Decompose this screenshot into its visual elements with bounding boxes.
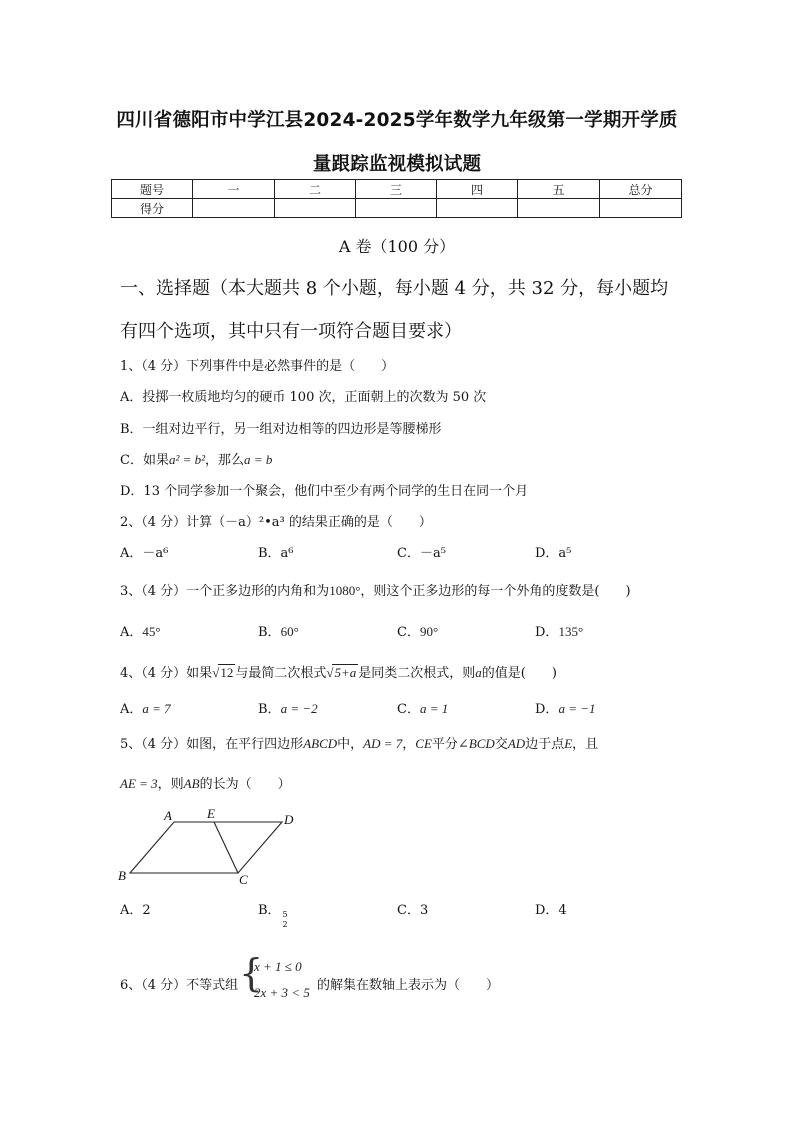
q5-m3: CE: [415, 736, 432, 751]
q5-stem-p3: ，: [402, 737, 416, 752]
q3-option-c-value: 90°: [419, 624, 439, 639]
q5-option-d: D．4: [535, 903, 567, 918]
q5-m6: E: [564, 736, 573, 751]
q1-option-c: [120, 449, 272, 468]
score-table-header-row: [112, 180, 682, 199]
q5-m5: AD: [507, 736, 526, 751]
q4-option-a-label: A．: [120, 702, 143, 717]
q5-option-b-fraction: [280, 910, 290, 930]
q3-option-b-value: 60°: [280, 624, 299, 639]
q5-stem-line1: [120, 733, 598, 752]
score-input-cell[interactable]: [600, 199, 682, 218]
q4-sqrt1: √12: [212, 665, 234, 680]
segment-ec: [214, 822, 238, 873]
q4-option-d-label: D．: [535, 702, 559, 717]
q5-m4: ∠BCD: [457, 736, 495, 751]
q3-stem: [120, 580, 631, 599]
q4-option-b-label: B．: [258, 702, 281, 717]
q5-option-b-denominator: 2: [282, 920, 288, 929]
q3-stem-prefix: 3、（4 分）一个正多边形的内角和为: [120, 584, 330, 599]
q3-option-a-label: A．: [120, 625, 143, 640]
point-label-a: A: [164, 808, 172, 823]
q4-option-d: [535, 698, 595, 717]
q5-option-b-numerator: 5: [282, 910, 288, 919]
score-row-label: 得分: [112, 199, 193, 218]
q1-option-c-math1: a² = b²: [168, 452, 206, 467]
q4-stem-prefix: 4、（4 分）如果: [120, 666, 213, 681]
q4-sqrt1-radicand: 12: [220, 665, 234, 680]
point-label-e: E: [207, 806, 215, 821]
q5-option-b: B．: [258, 903, 281, 918]
q4-sqrt2: √5+a: [326, 665, 357, 680]
q5-stem-p5: 交: [494, 737, 508, 752]
q3-stem-math: 1080°: [329, 583, 361, 598]
score-table: [111, 179, 682, 218]
q1-option-a: A．投掷一枚质地均匀的硬币 100 次，正面朝上的次数为 50 次: [120, 390, 487, 405]
q5-option-a: A．2: [120, 903, 151, 918]
score-header-cell: 一: [193, 180, 275, 199]
q6-inequality-2: 2x + 3 < 5: [254, 985, 310, 1000]
q2-option-a: A．－a⁶: [120, 546, 169, 561]
q4-option-d-value: a = −1: [558, 701, 596, 716]
q5-stem-p1: 5、（4 分）如图，在平行四边形: [120, 737, 304, 752]
score-header-cell: 五: [518, 180, 600, 199]
q5-line2-p2: 的长为（ ）: [199, 777, 291, 792]
q4-option-c-value: a = 1: [419, 701, 449, 716]
q5-line2-m1: AE = 3: [120, 776, 158, 791]
score-header-cell: 题号: [112, 180, 193, 199]
q5-option-c: C．3: [397, 903, 429, 918]
section-a-heading: A 卷（100 分）: [338, 237, 456, 256]
q1-option-c-prefix: C．如果: [120, 453, 169, 468]
q3-option-b: [258, 621, 299, 640]
q5-stem-p2: 中，: [337, 737, 364, 752]
score-input-cell[interactable]: [193, 199, 275, 218]
q5-stem-p6: 边于点: [525, 737, 565, 752]
q1-option-b: B．一组对边平行，另一组对边相等的四边形是等腰梯形: [120, 422, 442, 437]
q4-stem-mid2: 是同类二次根式，则: [358, 666, 476, 681]
q1-option-d: D．13 个同学参加一个聚会，他们中至少有两个同学的生日在同一个月: [120, 484, 529, 499]
q3-option-d-label: D．: [535, 625, 559, 640]
q3-option-c: [397, 621, 438, 640]
q3-option-d: [535, 621, 583, 640]
q4-stem-mid: 与最简二次根式: [235, 666, 327, 681]
score-input-cell[interactable]: [437, 199, 518, 218]
point-label-d: D: [284, 812, 294, 827]
q3-stem-suffix: ，则这个正多边形的每一个外角的度数是( ): [360, 584, 631, 599]
score-header-cell: 三: [356, 180, 437, 199]
q5-m1: ABCD: [303, 736, 338, 751]
q4-var: a: [475, 665, 482, 680]
q1-option-c-mid: ，那么: [205, 453, 245, 468]
q5-stem-p4: 平分: [431, 737, 458, 752]
q3-option-a: [120, 621, 161, 640]
q5-stem-p7: ，且: [572, 737, 599, 752]
parallelogram-abcd: [130, 822, 282, 873]
point-label-c: C: [239, 872, 248, 887]
q4-option-b-value: a = −2: [280, 701, 318, 716]
score-input-cell[interactable]: [275, 199, 356, 218]
score-input-cell[interactable]: [518, 199, 600, 218]
q5-line2-p1: ，则: [157, 777, 184, 792]
q4-option-b: [258, 698, 318, 717]
score-header-cell: 二: [275, 180, 356, 199]
q1-stem: 1、（4 分）下列事件中是必然事件的是（ ）: [120, 359, 395, 374]
q3-option-d-value: 135°: [558, 624, 584, 639]
score-input-cell[interactable]: [356, 199, 437, 218]
q6-stem-suffix: 的解集在数轴上表示为（ ）: [317, 978, 500, 993]
score-table-score-row: [112, 199, 682, 218]
exam-title-line2: 量跟踪监视模拟试题: [312, 154, 482, 175]
q4-option-a-value: a = 7: [142, 701, 171, 716]
score-header-cell: 四: [437, 180, 518, 199]
part1-heading-line1: 一、选择题（本大题共 8 个小题，每小题 4 分，共 32 分，每小题均: [120, 278, 669, 299]
q4-stem-suffix: 的值是( ): [481, 666, 557, 681]
q3-option-c-label: C．: [397, 625, 420, 640]
q2-option-d: D．a⁵: [535, 546, 572, 561]
q4-option-c: [397, 698, 448, 717]
q6-brace-icon: {: [239, 951, 264, 995]
part1-heading-line2: 有四个选项，其中只有一项符合题目要求）: [120, 321, 462, 342]
q4-sqrt2-radicand: 5+a: [334, 665, 357, 680]
q4-option-c-label: C．: [397, 702, 420, 717]
q5-stem-line2: [120, 773, 291, 792]
q5-line2-m2: AB: [183, 776, 200, 791]
q6-stem-prefix: 6、（4 分）不等式组: [120, 978, 239, 993]
q3-option-a-value: 45°: [142, 624, 161, 639]
q5-parallelogram-figure: [112, 802, 312, 894]
q3-option-b-label: B．: [258, 625, 281, 640]
q1-option-c-math2: a = b: [244, 452, 273, 467]
point-label-b: B: [118, 868, 126, 883]
q2-stem: 2、（4 分）计算（－a）²•a³ 的结果正确的是（ ）: [120, 515, 432, 530]
exam-title-line1: 四川省德阳市中学江县2024-2025学年数学九年级第一学期开学质: [116, 110, 678, 131]
q4-option-a: [120, 698, 171, 717]
q6-inequality-1: x + 1 ≤ 0: [254, 959, 302, 974]
q5-m2: AD = 7: [363, 736, 403, 751]
score-header-cell: 总分: [600, 180, 682, 199]
q2-option-b: B．a⁶: [258, 546, 294, 561]
q4-stem: [120, 662, 557, 681]
q2-option-c: C．－a⁵: [397, 546, 446, 561]
